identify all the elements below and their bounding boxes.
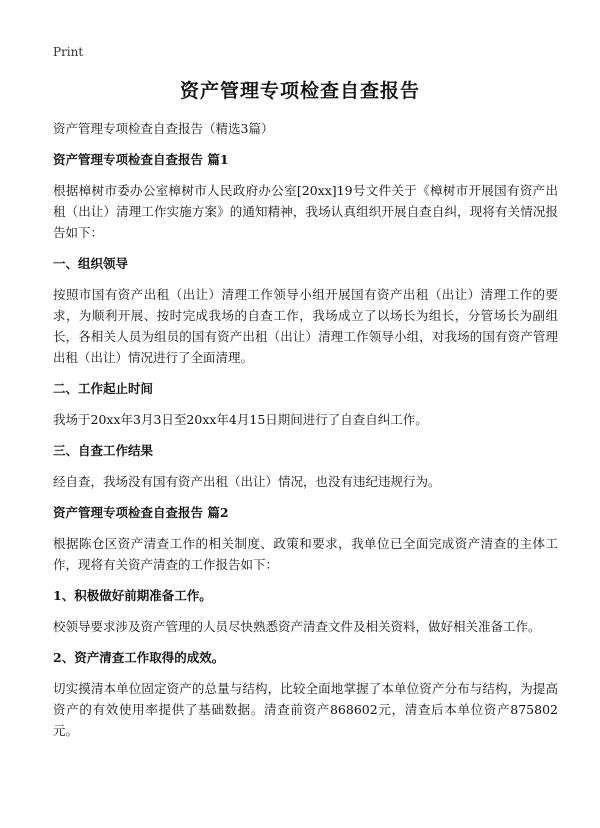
- article-2-section-1-heading: 1、积极做好前期准备工作。: [53, 588, 212, 603]
- article-2-section-2-heading: 2、资产清查工作取得的成效。: [53, 650, 225, 665]
- article-1-section-1-heading: 一、组织领导: [53, 256, 129, 271]
- article-2-heading: 资产管理专项检查自查报告 篇2: [53, 505, 229, 520]
- document-body: [53, 118, 558, 751]
- document-subtitle: 资产管理专项检查自查报告（精选3篇）: [53, 121, 274, 136]
- article-1-section-1-body: 按照市国有资产出租（出让）清理工作领导小组开展国有资产出租（出让）清理工作的要求，为顺利开展、按时完成我场的自查工作，我场成立了以场长为组长，分管场长为副组长，各相关人员为组员的国有资产出租（出让）清理工作领导小组，对我场的国有资产管理出租（出让）情况进行了全面清理。: [53, 287, 558, 365]
- document-title: 资产管理专项检查自查报告: [179, 80, 420, 102]
- article-2-intro: 根据陈仓区资产清查工作的相关制度、政策和要求，我单位已全面完成资产清查的主体工作，现将有关资产清查的工作报告如下：: [53, 536, 558, 572]
- article-1-section-2-body: 我场于20xx年3月3日至20xx年4月15日期间进行了自查自纠工作。: [53, 412, 428, 427]
- article-1-heading: 资产管理专项检查自查报告 篇1: [53, 152, 229, 167]
- print-label: Print: [53, 45, 84, 59]
- article-1-intro: 根据樟树市委办公室樟树市人民政府办公室[20xx]19号文件关于《樟树市开展国有资产出租（出让）清理工作实施方案》的通知精神，我场认真组织开展自查自纠，现将有关情况报告如下：: [53, 183, 558, 240]
- article-1-section-2-heading: 二、工作起止时间: [53, 381, 154, 396]
- article-1-section-3-heading: 三、自查工作结果: [53, 443, 154, 458]
- article-1-section-3-body: 经自查，我场没有国有资产出租（出让）情况，也没有违纪违规行为。: [53, 474, 441, 489]
- article-2-section-1-body: 校领导要求涉及资产管理的人员尽快熟悉资产清查文件及相关资料，做好相关准备工作。: [53, 619, 541, 634]
- article-2-section-2-body: 切实摸清本单位固定资产的总量与结构，比较全面地掌握了本单位资产分布与结构，为提高资产的有效使用率提供了基础数据。清查前资产868602元，清查后本单位资产875802元。: [53, 681, 558, 738]
